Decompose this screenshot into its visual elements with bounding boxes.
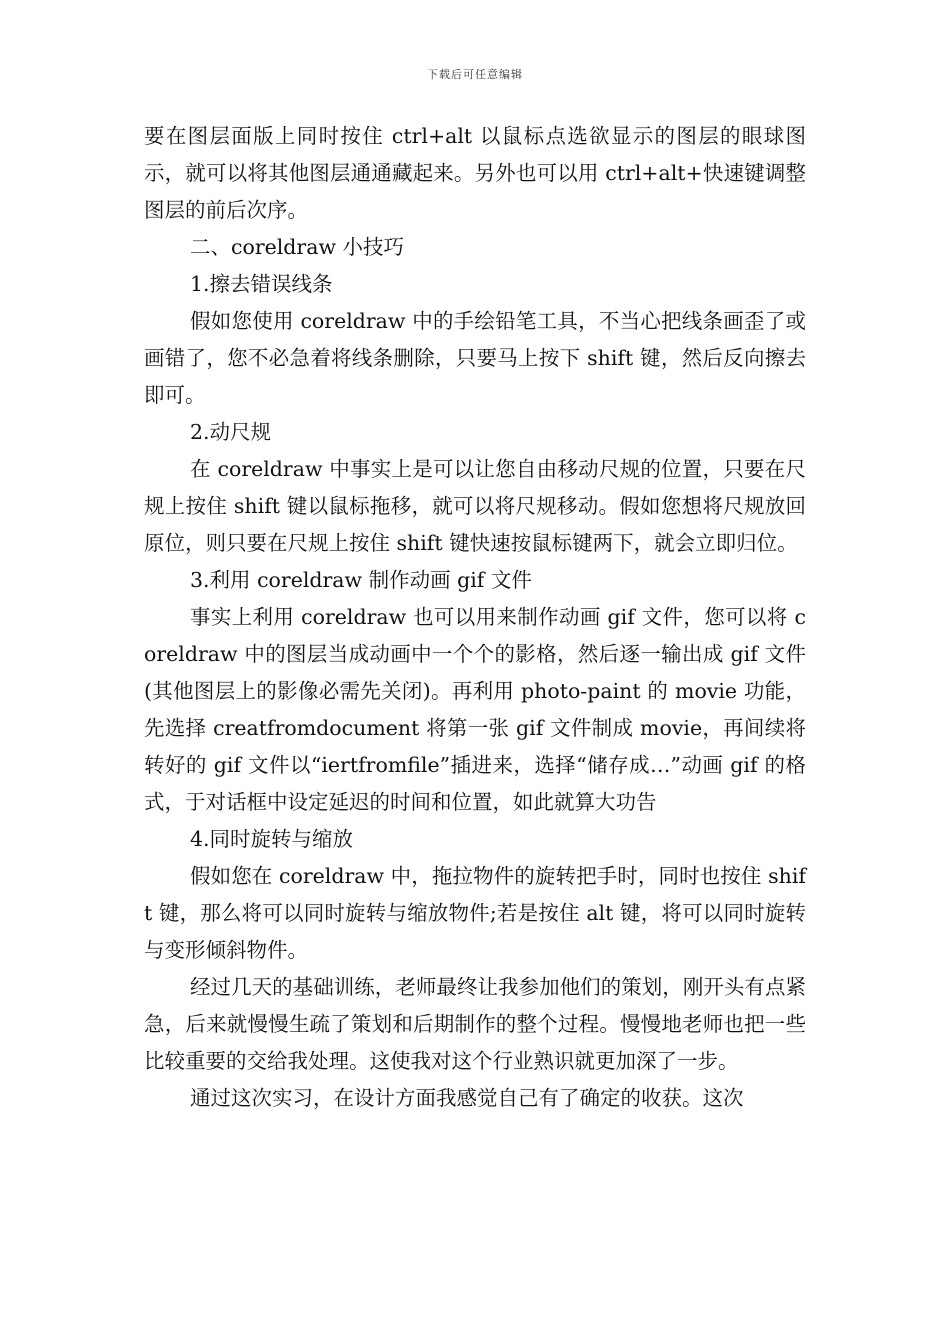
subsection-heading: 2.动尺规	[190, 420, 272, 444]
paragraph: 要在图层面版上同时按住 ctrl+alt 以鼠标点选欲显示的图层的眼球图示，就可以将其他图层通通藏起来。另外也可以用 ctrl+alt+快速键调整图层的前后次序。	[144, 124, 806, 222]
document-body	[144, 118, 806, 1117]
paragraph: 假如您在 coreldraw 中，拖拉物件的旋转把手时，同时也按住 shift 键，那么将可以同时旋转与缩放物件;若是按住 alt 键，将可以同时旋转与变形倾斜物件。	[144, 864, 806, 962]
paragraph: 通过这次实习，在设计方面我感觉自己有了确定的收获。这次	[190, 1086, 744, 1110]
paragraph: 在 coreldraw 中事实上是可以让您自由移动尺规的位置，只要在尺规上按住 shift 键以鼠标拖移，就可以将尺规移动。假如您想将尺规放回原位，则只要在尺规上按住 shift 键快速按鼠标键两下，就会立即归位。	[144, 457, 806, 555]
paragraph: 事实上利用 coreldraw 也可以用来制作动画 gif 文件，您可以将 coreldraw 中的图层当成动画中一个个的影格，然后逐一输出成 gif 文件(其他图层上的影像必需先关闭)。再利用 photo-paint 的 movie 功能，先选择 creatfromdocument 将第一张 gif 文件制成 movie，再间续将转好的 gif 文件以“iertfromfile”插进来，选择“储存成…”动画 gif 的格式，于对话框中设定延迟的时间和位置，如此就算大功告	[144, 605, 806, 814]
subsection-heading: 3.利用 coreldraw 制作动画 gif 文件	[190, 568, 532, 592]
paragraph: 经过几天的基础训练，老师最终让我参加他们的策划，刚开头有点紧急，后来就慢慢生疏了策划和后期制作的整个过程。慢慢地老师也把一些比较重要的交给我处理。这使我对这个行业熟识就更加深了一步。	[144, 975, 806, 1073]
page-header: 下载后可任意编辑	[427, 68, 523, 81]
subsection-heading: 4.同时旋转与缩放	[190, 827, 354, 851]
section-heading: 二、coreldraw 小技巧	[190, 235, 405, 259]
subsection-heading: 1.擦去错误线条	[190, 272, 333, 296]
paragraph: 假如您使用 coreldraw 中的手绘铅笔工具，不当心把线条画歪了或画错了，您不必急着将线条删除，只要马上按下 shift 键，然后反向擦去即可。	[144, 309, 806, 407]
